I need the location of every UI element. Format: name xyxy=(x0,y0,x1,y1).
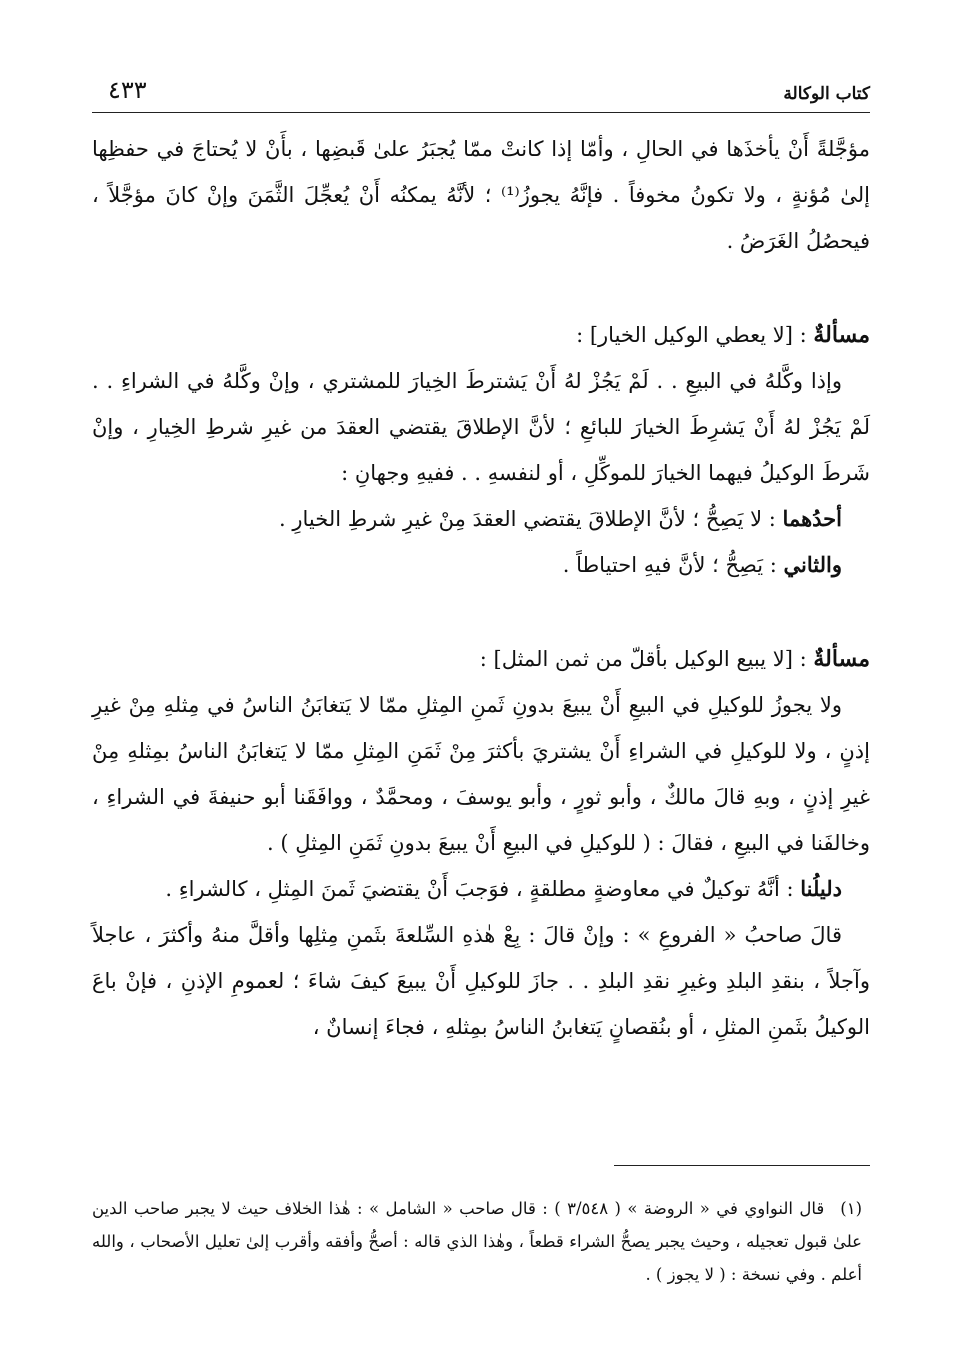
section-title-1: : [لا يعطي الوكيل الخيار] : xyxy=(576,323,807,347)
section-2-last-paragraph: قالَ صاحبُ « الفروعِ » : وإنْ قالَ : بِعْ هٰذهِ السِّلعةَ بثَمنِ مِثلِها وأقلَّ منهُ وأكثرَ ، عاجلاً وآجلاً ، بنقدِ البلدِ وغيرِ نقدِ البلدِ . . جازَ للوكيلِ أَنْ يبيعَ كيفَ شاءَ ؛ لعمومِ الإذنِ ، فإنْ باعَ الوكيلُ بثَمنِ المثلِ ، أو بنُقصانٍ يَتغابنُ الناسُ بمِثلهِ ، فجاءَ إنسانٌ ، xyxy=(92,923,870,1039)
first-opinion-text: : لا يَصِحُّ ؛ لأنَّ الإطلاقَ يقتضي العقدَ مِنْ غيرِ شرطِ الخيارِ . xyxy=(279,507,776,531)
running-title: كتاب الوكالة xyxy=(783,84,870,104)
second-opinion-label: والثاني xyxy=(783,552,842,577)
second-opinion-text: : يَصِحُّ ؛ لأنَّ فيهِ احتياطاً . xyxy=(562,553,777,577)
footnote-text: قال النواوي في « الروضة » ( ٣/٥٤٨ ) : قال صاحب « الشامل » : هٰذا الخلاف حيث لا يجبر صاحب الدين علىٰ قبول تعجيله ، وحيث يجبر يصحُّ الشراء قطعاً ، وهٰذا الذي قاله : أصحُّ وأفقه وأقرب إلىٰ تعليل الأصحاب ، والله أعلم . وفي نسخة : ( لا يجوز ) . xyxy=(92,1199,862,1284)
footnote-divider xyxy=(614,1165,870,1166)
section-label-2: مسألةٌ xyxy=(813,646,870,672)
second-opinion xyxy=(92,542,870,588)
section-label-1: مسألةٌ xyxy=(813,322,870,348)
section-heading-1 xyxy=(92,312,870,358)
page-header xyxy=(92,72,870,113)
footnote-number: (١) xyxy=(840,1199,863,1218)
evidence-text: : أنَّهُ توكيلٌ في معاوضةٍ مطلقةٍ ، فوَجبَ أَنْ يقتضيَ ثَمنَ المِثلِ ، كالشراءِ . xyxy=(165,877,794,901)
footnote xyxy=(92,1192,862,1291)
first-opinion-label: أحدُهما xyxy=(782,506,842,531)
section-title-2: : [لا يبيع الوكيل بأقلّ من ثمن المثل] : xyxy=(479,647,807,671)
intro-paragraph: مؤجَّلةً أَنْ يأخذَها في الحالِ ، وأمّا إذا كانتْ ممّا يُجبَرُ علىٰ قَبضِها ، بأَنْ لا يُحتاجَ في حفظِها إلىٰ مُؤنةٍ ، ولا تكونُ مخوفاً . فإنَّهُ يجوزُ⁽¹⁾ ؛ لأنَّهُ يمكنُه أَنْ يُعجِّلَ الثَّمَنَ وإنْ كانَ مؤجَّلاً ، فيحصُلُ الغَرَضُ . xyxy=(92,137,870,253)
evidence-label: دليلُنا xyxy=(800,876,842,901)
evidence xyxy=(92,866,870,912)
section-2-paragraph: ولا يجوزُ للوكيلِ في البيعِ أَنْ يبيعَ بدونِ ثَمنِ المِثلِ ممّا لا يَتغابَنُ الناسُ في مِثلهِ مِنْ غيرِ إذنٍ ، ولا للوكيلِ في الشراءِ أَنْ يشتريَ بأكثرَ مِنْ ثَمَنِ المِثلِ ممّا لا يَتغابَنُ الناسُ بمِثلهِ مِنْ غيرِ إذنٍ ، وبهِ قالَ مالكٌ ، وأبو ثورٍ ، وأبو يوسفَ ، ومحمَّدٌ ، ووافَقَنا أبو حنيفةَ في الشراءِ ، وخالفَنا في البيعِ ، فقالَ : ( للوكيلِ في البيعِ أَنْ يبيعَ بدونِ ثَمَنِ المِثلِ ) . xyxy=(92,693,870,855)
section-1-paragraph: وإذا وكَّلهُ في البيعِ . . لَمْ يَجُزْ لهُ أَنْ يَشترطَ الخِيارَ للمشتري ، وإنْ وكَّلهُ في الشراءِ . . لَمْ يَجُزْ لهُ أَنْ يَشرِطَ الخيارَ للبائعِ ؛ لأنَّ الإطلاقَ يقتضي العقدَ من غيرِ شرطِ الخِيارِ ، وإنْ شَرطَ الوكيلُ فيهما الخيارَ للموكِّلِ ، أو لنفسهِ . . ففيهِ وجهانِ : xyxy=(92,369,870,485)
section-heading-2 xyxy=(92,636,870,682)
first-opinion xyxy=(92,496,870,542)
main-text xyxy=(92,126,870,1050)
page-number: ٤٣٣ xyxy=(108,76,147,104)
